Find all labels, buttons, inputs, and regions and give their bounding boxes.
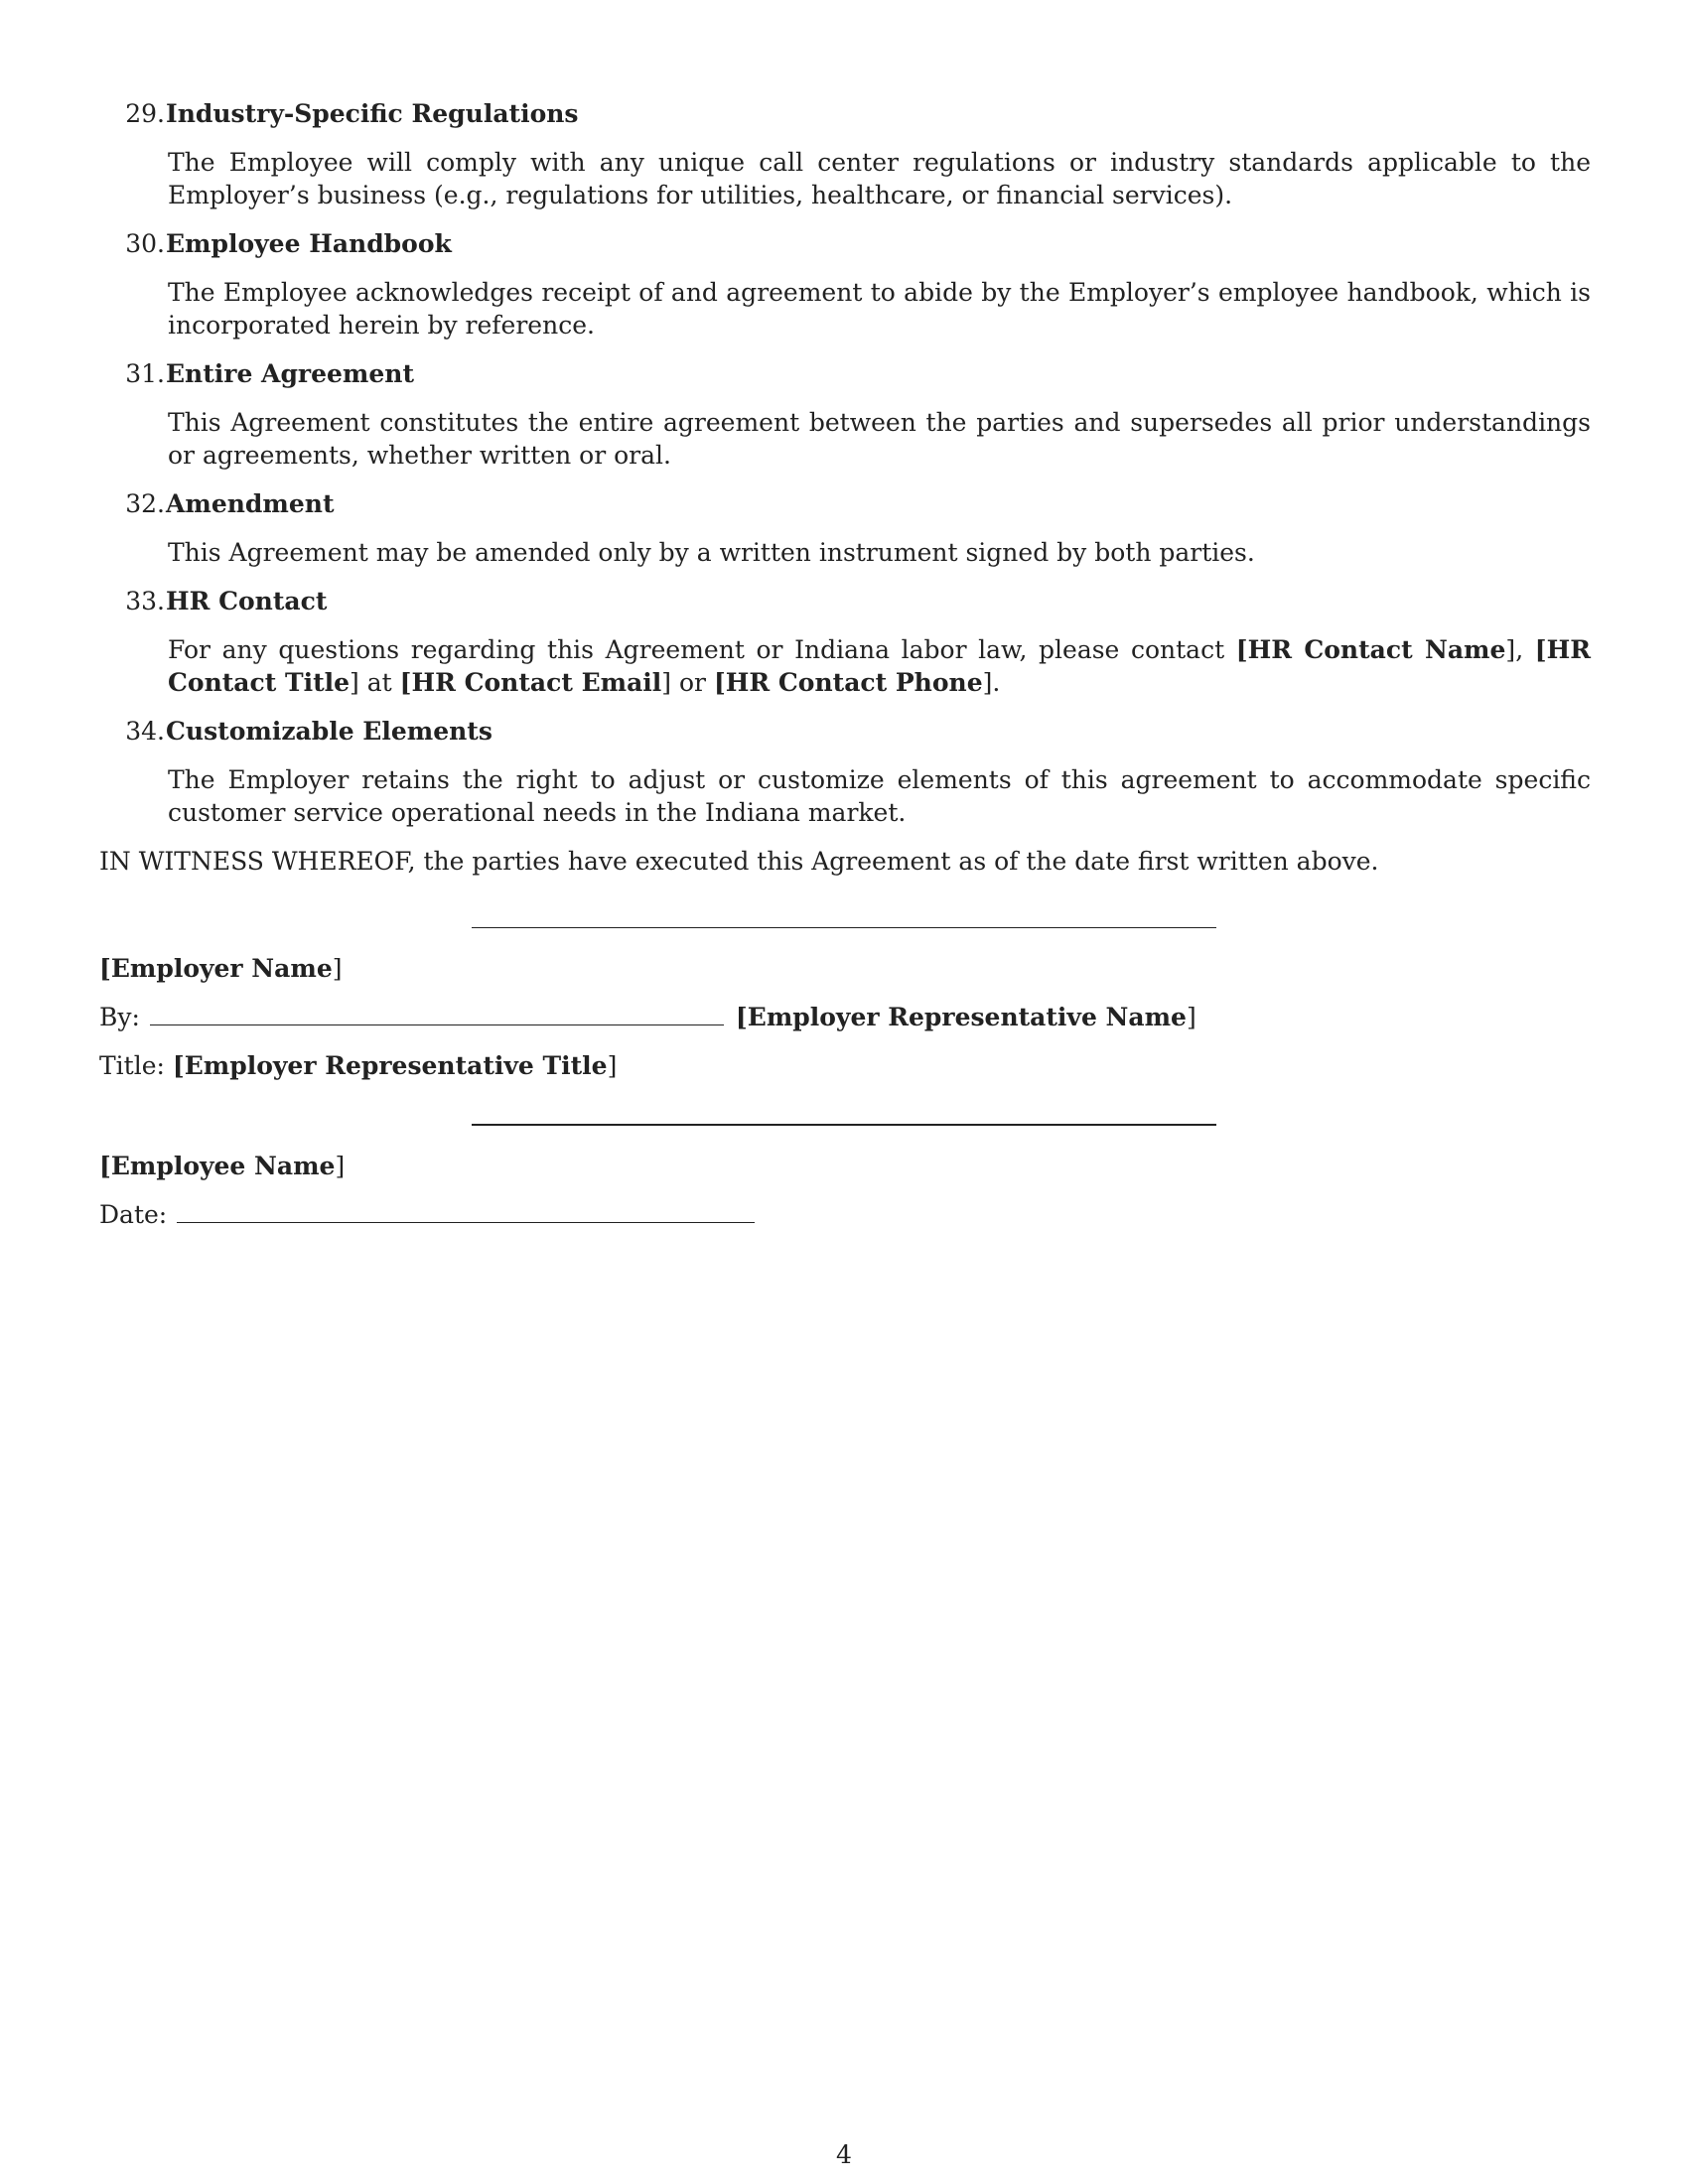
bracket-close: ] — [335, 1152, 346, 1180]
employee-signature-rule — [472, 1124, 1216, 1126]
bracket-open: [ — [1534, 635, 1547, 664]
bracket-close: ] — [661, 668, 672, 697]
employer-title-line — [99, 1049, 617, 1082]
hr-contact-name-placeholder: HR Contact Name — [1247, 635, 1506, 664]
section-body: The Employee will comply with any unique call center regulations or industry standards applicable to the Employer’s business (e.g., regulations for utilities, healthcare, or financial services). — [168, 148, 1591, 209]
section-title: HR Contact — [166, 587, 328, 615]
section-heading — [99, 715, 1591, 748]
section-body: The Employee acknowledges receipt of and agreement to abide by the Employer’s employee handbook, which is incorporated herein by reference. — [168, 278, 1591, 340]
bracket-open: [ — [735, 1003, 748, 1031]
employer-by-line — [99, 1001, 1196, 1033]
sentence-end: . — [992, 668, 1001, 697]
section-number: 34 . — [98, 715, 166, 748]
page-number: 4 — [836, 2140, 852, 2169]
section-number: 31 . — [98, 357, 166, 390]
by-label: By: — [99, 1003, 140, 1031]
title-label: Title: — [99, 1051, 165, 1080]
section-31 — [99, 357, 1591, 472]
separator-at: at — [358, 668, 400, 697]
section-body — [168, 633, 1591, 699]
separator-or: or — [671, 668, 714, 697]
separator-comma: , — [1515, 635, 1535, 664]
section-body: This Agreement may be amended only by a written instrument signed by both parties. — [168, 538, 1255, 567]
bracket-open: [ — [713, 668, 726, 697]
date-label: Date: — [99, 1200, 168, 1229]
section-30 — [99, 227, 1591, 341]
section-number: 33 . — [98, 585, 166, 617]
bracket-open: [ — [99, 954, 111, 983]
section-body: This Agreement constitutes the entire agreement between the parties and supersedes all prior understandings or agreements, whether written or oral. — [168, 408, 1591, 470]
bracket-open: [ — [1235, 635, 1248, 664]
bracket-open: [ — [172, 1051, 185, 1080]
employee-name-placeholder: Employee Name — [110, 1152, 336, 1180]
section-heading — [99, 585, 1591, 617]
bracket-close: ] — [1505, 635, 1516, 664]
section-body: The Employer retains the right to adjust or customize elements of this agreement to accommodate specific customer service operational needs in the Indiana market. — [168, 765, 1591, 827]
bracket-close: ] — [1186, 1003, 1196, 1031]
employer-representative-title-placeholder: Employer Representative Title — [184, 1051, 608, 1080]
hr-contact-phone-placeholder: HR Contact Phone — [725, 668, 983, 697]
section-32 — [99, 487, 1591, 569]
employee-name-line — [99, 1150, 345, 1182]
employee-date-line — [99, 1198, 755, 1231]
hr-contact-title-placeholder: HR Contact Title — [168, 635, 1592, 697]
section-title: Industry-Specific Regulations — [166, 99, 579, 128]
bracket-open: [ — [99, 1152, 111, 1180]
employer-representative-name-placeholder: Employer Representative Name — [747, 1003, 1187, 1031]
section-title: Customizable Elements — [166, 717, 492, 746]
section-number: 29 . — [98, 97, 166, 130]
date-field[interactable] — [177, 1200, 755, 1223]
section-29 — [99, 97, 1591, 211]
employer-name-placeholder: Employer Name — [110, 954, 333, 983]
section-33 — [99, 585, 1591, 699]
agreement-content — [99, 97, 1591, 878]
hr-contact-intro: For any questions regarding this Agreement or Indiana labor law, please contact — [168, 635, 1236, 664]
bracket-close: ] — [350, 668, 359, 697]
section-title: Amendment — [166, 489, 335, 518]
employer-signature-rule — [472, 927, 1216, 928]
hr-contact-email-placeholder: HR Contact Email — [411, 668, 662, 697]
bracket-open: [ — [399, 668, 412, 697]
by-signature-field[interactable] — [150, 1003, 724, 1025]
bracket-close: ] — [607, 1051, 618, 1080]
section-heading — [99, 487, 1591, 520]
section-heading — [99, 357, 1591, 390]
section-heading — [99, 227, 1591, 260]
bracket-close: ] — [332, 954, 343, 983]
section-34 — [99, 715, 1591, 829]
section-heading — [99, 97, 1591, 130]
section-number: 30 . — [98, 227, 166, 260]
employer-name-line — [99, 952, 343, 985]
section-title: Entire Agreement — [166, 359, 414, 388]
bracket-close: ] — [982, 668, 993, 697]
witness-clause: IN WITNESS WHEREOF, the parties have executed this Agreement as of the date first written above. — [99, 847, 1379, 876]
section-number: 32 . — [98, 487, 166, 520]
section-title: Employee Handbook — [166, 229, 452, 258]
